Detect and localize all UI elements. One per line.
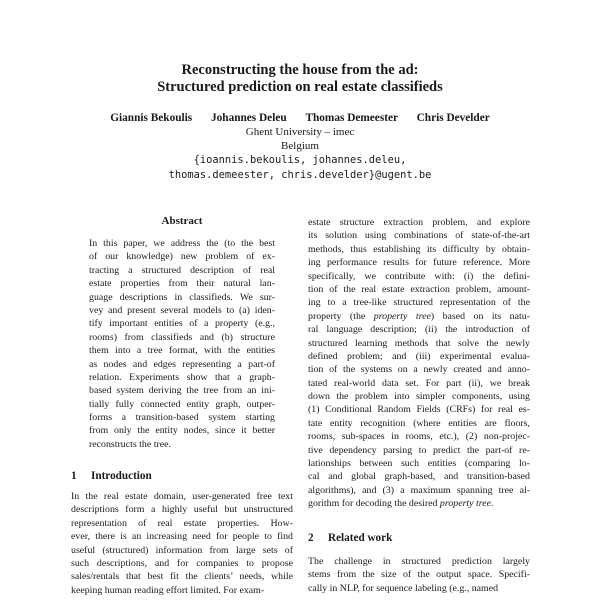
text-line: lationships between such entities (comparing lo-: [308, 458, 530, 470]
text-line: (1) Conditional Random Fields (CRFs) for real es-: [308, 404, 530, 416]
text-line: estate properties from their natural lan-: [89, 278, 275, 290]
text-line: tion of the systems on a newly created and anno-: [308, 364, 530, 376]
related-work-body: [308, 555, 530, 595]
text-line: tated real-world data set. For part (ii), we break: [308, 377, 530, 389]
author-name: Chris Develder: [416, 112, 490, 124]
text-line: guage descriptions in classifieds. We sur-: [89, 291, 275, 303]
text-line: ever, there is an increasing need for people to find: [71, 531, 293, 543]
text-line: estate structure extraction problem, and explore: [308, 217, 530, 228]
email-line-2: thomas.demeester, chris.develder}@ugent.be: [168, 169, 432, 181]
text-line: based system deriving the tree from an ini-: [89, 385, 275, 397]
text-line: tify important entities of a property (e.g.,: [89, 318, 275, 330]
section-heading-related-work: [308, 532, 392, 545]
text-line: ing performance results for future reference. More: [308, 257, 530, 269]
text-line: of our knowledge) new problem of ex-: [89, 251, 275, 263]
text-line: keeping human reading effort limited. For exam-: [71, 584, 265, 596]
text-line: In the real estate domain, user-generated free text: [71, 491, 293, 502]
text-line: from only the entity nodes, since it better: [89, 425, 275, 437]
abstract-heading: Abstract: [161, 215, 203, 227]
text-line: ing to a tree-like structured representation of the: [308, 297, 530, 309]
text-line: algorithms), and (3) a maximum spanning tree al-: [308, 484, 530, 496]
text-line: forms a transition-based system starting: [89, 412, 275, 424]
author-list: [0, 111, 600, 125]
text-line: down the problem into simpler components, using: [308, 391, 530, 403]
text-line: useful (structured) information from large sets of: [71, 544, 293, 556]
paper-title: [0, 62, 600, 96]
text-line: methods, thus establishing its difficulty by obtain-: [308, 243, 530, 255]
text-line: descriptions form a highly useful but unstructured: [71, 504, 293, 516]
author-name: Thomas Demeester: [305, 112, 398, 124]
text-line: reconstructs the tree.: [89, 438, 171, 450]
text-line: tially fully connected entity graph, outper-: [89, 398, 275, 410]
text-line: ral language description; (ii) the introduction of: [308, 324, 530, 336]
section-heading-introduction: [71, 470, 152, 483]
text-line: them into a tree format, with the entities: [89, 345, 275, 357]
introduction-body: [71, 490, 293, 597]
text-line: tive dependency parsing to predict the part-of re-: [308, 444, 530, 456]
text-line: tion of the real estate extraction problem, amount-: [308, 283, 530, 295]
text-line: property (the property tree) based on its natu-: [308, 310, 530, 322]
text-line: as nodes and edges representing a part-of: [89, 358, 275, 370]
text-line: such descriptions, and for companies to propose: [71, 557, 293, 569]
text-line: cally in NLP, for sequence labeling (e.g., named: [308, 582, 499, 594]
text-line: cal and global graph-based, and transition-based: [308, 471, 530, 483]
text-line: sales/rentals that best fit the clients’ needs, while: [71, 571, 293, 583]
text-line: The challenge in structured prediction largely: [308, 556, 530, 567]
text-line: representation of real estate properties. How-: [71, 517, 293, 529]
abstract-body: [71, 237, 293, 451]
text-line: tate entity recognition (where entities are floors,: [308, 417, 530, 429]
section-number: 2: [308, 532, 314, 544]
section-number: 1: [71, 470, 77, 482]
text-line: tracting a structured description of real: [89, 264, 275, 276]
text-line: In this paper, we address the (to the best: [89, 238, 275, 249]
author-name: Giannis Bekoulis: [110, 112, 193, 124]
text-line: defined problem; and (iii) experimental evalua-: [308, 350, 530, 362]
email-line-1: {ioannis.bekoulis, johannes.deleu,: [193, 154, 407, 166]
text-line: structured learning methods that solve the newly: [308, 337, 530, 349]
text-line: rooms, sub-spaces in rooms, etc.), (2) non-projec-: [308, 431, 530, 443]
section-title: Related work: [328, 532, 393, 544]
affiliation: Ghent University – imec: [245, 126, 355, 138]
text-line: vey and present several models to (a) iden-: [89, 304, 275, 316]
title-line-2: Structured prediction on real estate classifieds: [157, 79, 443, 95]
text-line: rooms) from classifieds and (b) structure: [89, 331, 275, 343]
text-line: stems from the size of the output space. Specifi-: [308, 569, 530, 581]
section-title: Introduction: [91, 470, 152, 482]
text-line: relation. Experiments show that a graph-: [89, 371, 275, 383]
title-line-1: Reconstructing the house from the ad:: [181, 62, 419, 78]
text-line: gorithm for decoding the desired property tree.: [308, 498, 494, 510]
right-column-body: [308, 216, 530, 511]
text-line: its solution using combinations of state-of-the-art: [308, 230, 530, 242]
country: Belgium: [281, 140, 319, 152]
author-name: Johannes Deleu: [211, 112, 287, 124]
text-line: specifically, we contribute with: (i) the defini-: [308, 270, 530, 282]
